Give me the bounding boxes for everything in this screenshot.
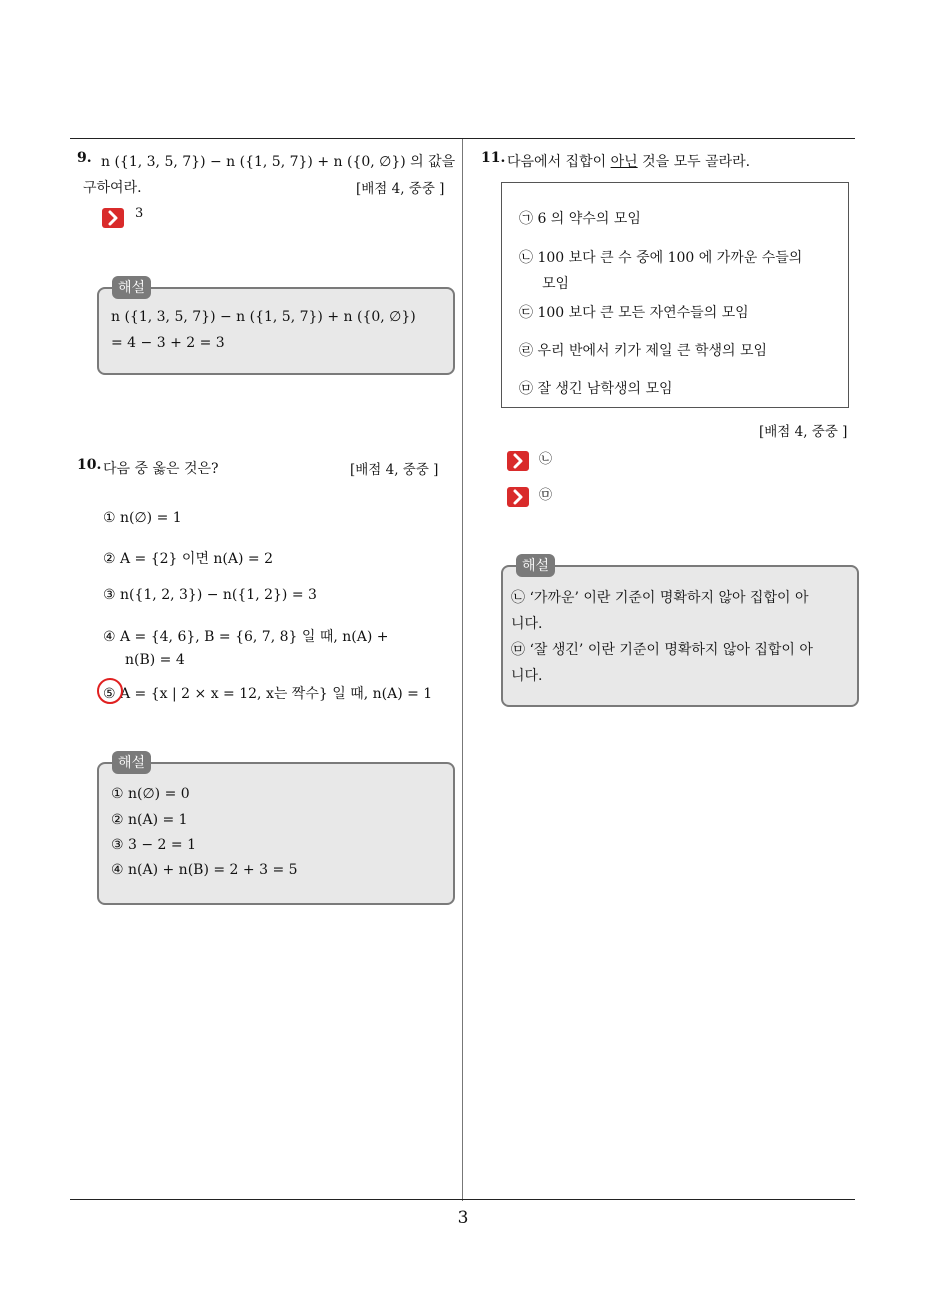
question-number: 11.: [481, 150, 506, 166]
solution-line: = 4 − 3 + 2 = 3: [111, 335, 225, 351]
question-text-line2: 구하여라.: [83, 180, 142, 196]
question-text: 다음 중 옳은 것은?: [103, 461, 219, 477]
choice-1: ① n(∅) = 1: [103, 510, 182, 526]
column-divider: [462, 139, 463, 1201]
choice-5: ⑤ A = {x | 2 × x = 12, x는 짝수} 일 때, n(A) = 1: [103, 686, 433, 702]
bottom-rule: [70, 1199, 855, 1200]
solution-line: ④ n(A) + n(B) = 2 + 3 = 5: [111, 862, 298, 878]
choice-4-cont: n(B) = 4: [125, 652, 185, 668]
solution-tag: 해설: [112, 751, 151, 774]
answer-value: ㉡: [539, 452, 553, 467]
solution-line: ③ 3 − 2 = 1: [111, 837, 196, 853]
choice-3: ③ n({1, 2, 3}) − n({1, 2}) = 3: [103, 587, 317, 603]
item-5: ㉤ 잘 생긴 남학생의 모임: [519, 381, 673, 397]
item-1: ㉠ 6 의 약수의 모임: [519, 211, 641, 227]
choice-2: ② A = {2} 이면 n(A) = 2: [103, 551, 274, 567]
question-text-pre: 다음에서 집합이: [507, 154, 611, 170]
solution-line: ② n(A) = 1: [111, 812, 188, 828]
solution-line: ㉤ ‘잘 생긴’ 이란 기준이 명확하지 않아 집합이 아: [511, 642, 813, 658]
answer-circle-mark: [97, 678, 123, 704]
score-label: [배점 4, 중중 ]: [356, 181, 445, 197]
item-3: ㉢ 100 보다 큰 모든 자연수들의 모임: [519, 305, 749, 321]
score-label: [배점 4, 중중 ]: [759, 424, 848, 440]
answer-value: ㉤: [539, 488, 553, 503]
question-number: 9.: [77, 150, 92, 166]
solution-line: ㉡ ‘가까운’ 이란 기준이 명확하지 않아 집합이 아: [511, 590, 809, 606]
item-4: ㉣ 우리 반에서 키가 제일 큰 학생의 모임: [519, 343, 768, 359]
solution-tag: 해설: [516, 554, 555, 577]
question-number: 10.: [77, 457, 102, 473]
solution-line: ① n(∅) = 0: [111, 786, 190, 802]
answer-arrow-icon: [102, 208, 124, 228]
choice-4: ④ A = {4, 6}, B = {6, 7, 8} 일 때, n(A) +: [103, 629, 389, 645]
solution-line: 니다.: [511, 668, 543, 684]
score-label: [배점 4, 중중 ]: [350, 462, 439, 478]
solution-box: [501, 565, 859, 707]
question-text-line1: n ({1, 3, 5, 7}) − n ({1, 5, 7}) + n ({0, ∅}) 의 값을: [101, 154, 456, 170]
solution-box: [97, 762, 455, 905]
item-2: ㉡ 100 보다 큰 수 중에 100 에 가까운 수들의: [519, 250, 803, 266]
solution-line: 니다.: [511, 616, 543, 632]
question-text-underlined: 아닌: [610, 154, 638, 170]
answer-arrow-icon: [507, 487, 529, 507]
answer-arrow-icon: [507, 451, 529, 471]
page-number: 3: [457, 1208, 469, 1228]
item-box: [501, 182, 849, 408]
solution-tag: 해설: [112, 276, 151, 299]
solution-box: [97, 287, 455, 375]
answer-value: 3: [135, 206, 144, 221]
question-text-post: 것을 모두 골라라.: [637, 154, 751, 170]
solution-line: n ({1, 3, 5, 7}) − n ({1, 5, 7}) + n ({0, ∅}): [111, 309, 416, 325]
item-2-cont: 모임: [542, 276, 570, 292]
question-text: [507, 151, 750, 171]
